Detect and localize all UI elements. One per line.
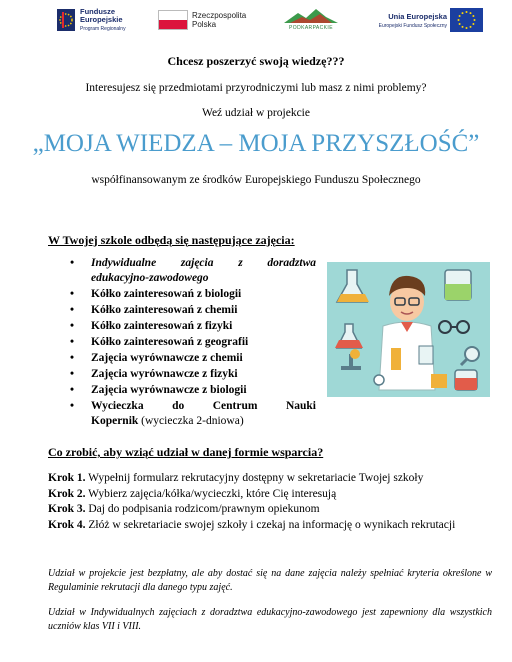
counseling-note: Udział w Indywidualnych zajęciach z doradztwa edukacyjno-zawodowego jest zapewniony dla wszystkich uczniów klas VII i VIII. <box>48 607 492 632</box>
heading: Chcesz poszerzyć swoją wiedzę??? <box>167 54 345 68</box>
activity-item <box>48 303 316 318</box>
step-text: Wypełnij formularz rekrutacyjny dostępny w sekretariacie Twojej szkoły <box>88 472 424 484</box>
activity-label: • Indywidualne zajęcia z doradztwa <box>91 257 316 269</box>
scientist-illustration <box>327 262 490 397</box>
activity-label: • Wycieczka do Centrum Nauki <box>91 400 316 412</box>
activity-label: Kółko zainteresowań z biologii <box>91 288 242 300</box>
activity-item <box>48 287 316 302</box>
rp-line1: Rzeczpospolita <box>192 11 247 20</box>
step-text: Daj do podpisania rodzicom/prawnym opiekunom <box>88 503 320 515</box>
activity-label: Kółko zainteresowań z fizyki <box>91 320 233 332</box>
activity-label: Kółko zainteresowań z chemii <box>91 304 238 316</box>
step-label: Krok 4. <box>48 518 86 531</box>
rp-line2: Polska <box>192 20 217 29</box>
invite: Weź udział w projekcie <box>202 107 310 119</box>
step-text: Złóż w sekretariacie swojej szkoły i czekaj na informację o wynikach rekrutacji <box>88 518 456 531</box>
fe-star-icon <box>55 7 77 33</box>
fe-line1: Fundusze <box>80 7 115 16</box>
step-label: Krok 1. <box>48 472 86 484</box>
pk-label: PODKARPACKIE <box>289 25 333 31</box>
activity-label: Zajęcia wyrównawcze z chemii <box>91 352 243 364</box>
activity-item <box>48 335 316 350</box>
step-label: Krok 2. <box>48 487 86 500</box>
activity-label: Zajęcia wyrównawcze z fizyki <box>91 368 238 380</box>
cofinancing-text: współfinansowanym ze środków Europejskiego Funduszu Społecznego <box>91 174 421 186</box>
polish-flag-icon <box>158 10 188 30</box>
activities-heading: W Twojej szkole odbędą się następujące zajęcia: <box>48 233 295 247</box>
support-heading: Co zrobić, aby wziąć udział w danej formie wsparcia? <box>48 445 324 459</box>
unia-europejska-logo <box>371 6 483 36</box>
activity-note: (wycieczka 2-dniowa) <box>141 415 244 427</box>
activity-item <box>48 256 316 286</box>
activity-label: Kółko zainteresowań z geografii <box>91 336 249 348</box>
participation-note: Udział w projekcie jest bezpłatny, ale aby dostać się na dane zajęcia należy spełniać kryteria określone w Regulaminie rekrutacji dla danego typu zajęć. <box>48 568 492 593</box>
step-4 <box>48 518 492 534</box>
activity-label-cont: Kopernik <box>91 415 139 427</box>
logo-bar <box>0 6 512 36</box>
step-1 <box>48 471 492 487</box>
activity-label: Zajęcia wyrównawcze z biologii <box>91 384 247 396</box>
step-2 <box>48 487 492 503</box>
activity-item <box>48 351 316 366</box>
steps-list <box>48 471 492 533</box>
fe-line2: Europejskie <box>80 15 123 24</box>
fundusze-europejskie-logo <box>55 6 133 36</box>
ue-line2: Europejski Fundusz Społeczny <box>378 23 447 29</box>
activities-list <box>48 256 316 430</box>
mountains-icon <box>280 6 342 24</box>
step-3 <box>48 502 492 518</box>
step-label: Krok 3. <box>48 503 86 515</box>
podkarpackie-logo <box>280 6 342 36</box>
activity-label-cont: edukacyjno-zawodowego <box>91 272 209 284</box>
ue-line1: Unia Europejska <box>388 12 447 21</box>
activity-item <box>48 399 316 429</box>
eu-flag-icon <box>450 8 483 32</box>
question: Interesujesz się przedmiotami przyrodniczymi lub masz z nimi problemy? <box>85 82 427 94</box>
project-title: „MOJA WIEDZA – MOJA PRZYSZŁOŚĆ” <box>32 130 480 157</box>
activity-item <box>48 383 316 398</box>
activity-item <box>48 319 316 334</box>
step-text: Wybierz zajęcia/kółka/wycieczki, które Cię interesują <box>88 487 337 500</box>
activity-item <box>48 367 316 382</box>
rzeczpospolita-logo <box>158 6 258 36</box>
fe-line3: Program Regionalny <box>80 26 126 32</box>
